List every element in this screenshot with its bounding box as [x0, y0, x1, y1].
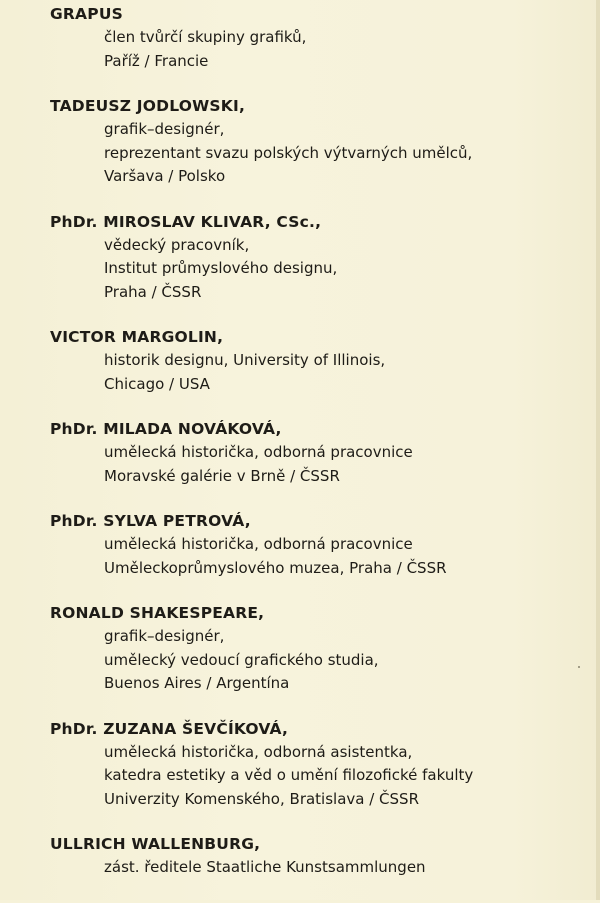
academic-title: PhDr.: [50, 212, 98, 231]
member-description-line: Univerzity Komenského, Bratislava / ČSSR: [104, 789, 419, 808]
member-description-line: umělecká historička, odborná asistentka,: [104, 742, 413, 761]
member-description-line: Paříž / Francie: [104, 51, 209, 70]
member-description-line: umělecká historička, odborná pracovnice: [104, 535, 413, 553]
member-name-line: [50, 603, 590, 625]
member-entry: [50, 327, 590, 396]
member-description-line: Varšava / Polsko: [104, 167, 226, 185]
member-entry: [50, 834, 590, 880]
member-name: MILADA NOVÁKOVÁ,: [103, 420, 282, 438]
member-entry: [50, 4, 590, 73]
member-description-line: Buenos Aires / Argentína: [104, 674, 290, 692]
member-name: ZUZANA ŠEVČÍKOVÁ,: [103, 719, 289, 738]
member-name: TADEUSZ JODLOWSKI,: [50, 97, 246, 115]
member-name-line: [50, 719, 590, 741]
member-name: GRAPUS: [50, 5, 123, 23]
member-name-line: [50, 511, 590, 533]
member-description-line: Chicago / USA: [104, 374, 210, 393]
member-name: ULLRICH WALLENBURG,: [50, 835, 261, 853]
academic-title: PhDr.: [50, 719, 98, 738]
member-entry: [50, 96, 590, 189]
member-description-line: umělecká historička, odborná pracovnice: [104, 443, 413, 461]
member-entry: [50, 511, 590, 580]
member-description-line: Institut průmyslového designu,: [104, 259, 338, 277]
member-name: RONALD SHAKESPEARE,: [50, 604, 265, 622]
member-entry: [50, 719, 590, 812]
member-description-line: umělecký vedoucí grafického studia,: [104, 650, 379, 669]
member-name: VICTOR MARGOLIN,: [50, 328, 224, 346]
member-entry: [50, 603, 590, 696]
member-name-line: [50, 96, 590, 118]
member-description-line: vědecký pracovník,: [104, 235, 250, 254]
member-description-line: Praha / ČSSR: [104, 282, 202, 301]
member-description-line: člen tvůrčí skupiny grafiků,: [104, 28, 307, 46]
member-name-line: [50, 212, 590, 234]
member-name: SYLVA PETROVÁ,: [103, 512, 251, 530]
member-list: [50, 4, 590, 903]
member-description-line: katedra estetiky a věd o umění filozofické fakulty: [104, 766, 474, 784]
member-name-line: [50, 4, 590, 26]
page-edge: [596, 0, 600, 900]
member-description-line: reprezentant svazu polských výtvarných umělců,: [104, 143, 473, 162]
academic-title: PhDr.: [50, 420, 98, 438]
member-description-line: grafik–designér,: [104, 120, 225, 138]
member-description-line: zást. ředitele Staatliche Kunstsammlungen: [104, 858, 426, 876]
member-description-line: historik designu, University of Illinois,: [104, 351, 386, 369]
member-entry: [50, 212, 590, 305]
academic-title: PhDr.: [50, 512, 98, 530]
member-name-line: [50, 327, 590, 349]
member-name: MIROSLAV KLIVAR, CSc.,: [103, 212, 322, 231]
member-description-line: Moravské galérie v Brně / ČSSR: [104, 466, 340, 485]
member-name-line: [50, 834, 590, 856]
member-description-line: grafik–designér,: [104, 627, 225, 645]
member-description-line: Uměleckoprůmyslového muzea, Praha / ČSSR: [104, 558, 447, 577]
member-name-line: [50, 419, 590, 441]
member-entry: [50, 419, 590, 488]
